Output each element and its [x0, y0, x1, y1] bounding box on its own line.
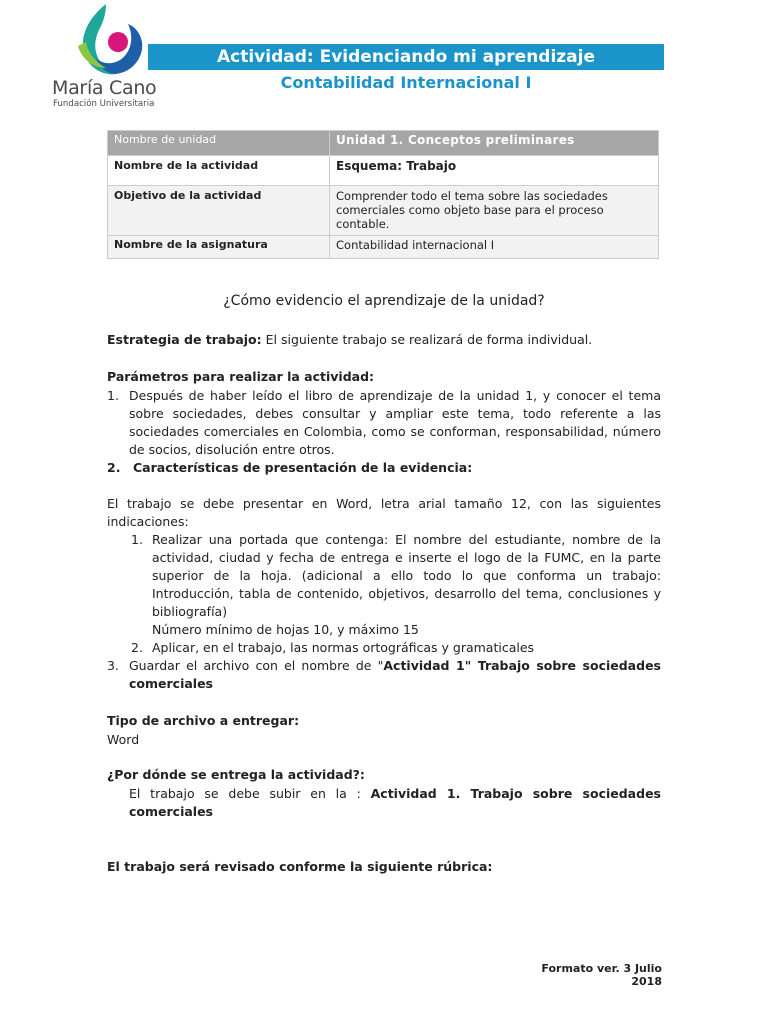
file-type-label: Tipo de archivo a entregar: — [107, 713, 300, 728]
table-row — [108, 186, 659, 236]
list-item: Características de presentación de la evidencia: — [133, 460, 473, 475]
logo-name: María Cano — [52, 77, 157, 99]
section-question-title: ¿Cómo evidencio el aprendizaje de la unidad? — [223, 293, 545, 309]
list-item: Después de haber leído el libro de aprendizaje de la unidad 1, y conocer el tema sobre sociedades, debes consultar y ampliar este tema, todo referente a las sociedades comerciales en Colombia, como se conforman, responsabilidad, número de socios, disolución entre otros. — [129, 388, 661, 457]
list-number: 3. — [107, 658, 119, 673]
strategy-paragraph — [107, 331, 661, 349]
table-key-cell: Objetivo de la actividad — [108, 186, 330, 236]
table-value-cell: Comprender todo el tema sobre las sociedades comerciales como objeto base para el proceso contable. — [330, 186, 659, 236]
logo-subtitle: Fundación Universitaria — [53, 99, 155, 109]
table-row — [108, 131, 659, 156]
table-key-cell: Nombre de la actividad — [108, 156, 330, 186]
format-version-footer: Formato ver. 3 Julio 2018 — [541, 962, 662, 988]
table-row — [108, 156, 659, 186]
parameters-title: Parámetros para realizar la actividad: — [107, 369, 375, 384]
table-key-cell: Nombre de la asignatura — [108, 236, 330, 259]
list-number: 1. — [131, 532, 143, 547]
presentation-intro: El trabajo se debe presentar en Word, letra arial tamaño 12, con las siguientes indicaciones: — [107, 496, 661, 529]
table-value-cell: Unidad 1. Conceptos preliminares — [330, 131, 659, 156]
table-key-cell: Nombre de unidad — [108, 131, 330, 156]
list-item: Guardar el archivo con el nombre de "Actividad 1" Trabajo sobre sociedades comerciales — [129, 658, 661, 691]
strategy-text: El siguiente trabajo se realizará de forma individual. — [261, 332, 593, 347]
table-value-cell: Esquema: Trabajo — [330, 156, 659, 186]
flame-logo-icon — [72, 2, 152, 78]
delivery-label: ¿Por dónde se entrega la actividad?: — [107, 767, 365, 782]
rubric-heading: El trabajo será revisado conforme la siguiente rúbrica: — [107, 859, 493, 874]
delivery-text: El trabajo se debe subir en la : Actividad 1. Trabajo sobre sociedades comerciales — [129, 786, 661, 819]
list-number: 2. — [131, 640, 143, 655]
list-item: Aplicar, en el trabajo, las normas ortográficas y gramaticales — [152, 640, 535, 655]
table-value-cell: Contabilidad internacional I — [330, 236, 659, 259]
list-item-extra: Número mínimo de hojas 10, y máximo 15 — [152, 622, 419, 637]
activity-title-bar: Actividad: Evidenciando mi aprendizaje — [148, 44, 664, 70]
list-number: 2. — [107, 460, 121, 475]
activity-info-table — [107, 130, 659, 259]
course-title: Contabilidad Internacional I — [280, 73, 532, 92]
table-row — [108, 236, 659, 259]
list-number: 1. — [107, 388, 119, 403]
list-item: Realizar una portada que contenga: El nombre del estudiante, nombre de la actividad, ciudad y fecha de entrega e inserte el logo de la FUMC, en la parte superior de la hoja. (adicional a ello todo lo que conforma un trabajo: Introducción, tabla de contenido, objetivos, desarrollo del tema, conclusiones y bibliografía) — [152, 532, 661, 619]
file-type-value: Word — [107, 732, 140, 747]
strategy-label: Estrategia de trabajo: — [107, 332, 262, 347]
